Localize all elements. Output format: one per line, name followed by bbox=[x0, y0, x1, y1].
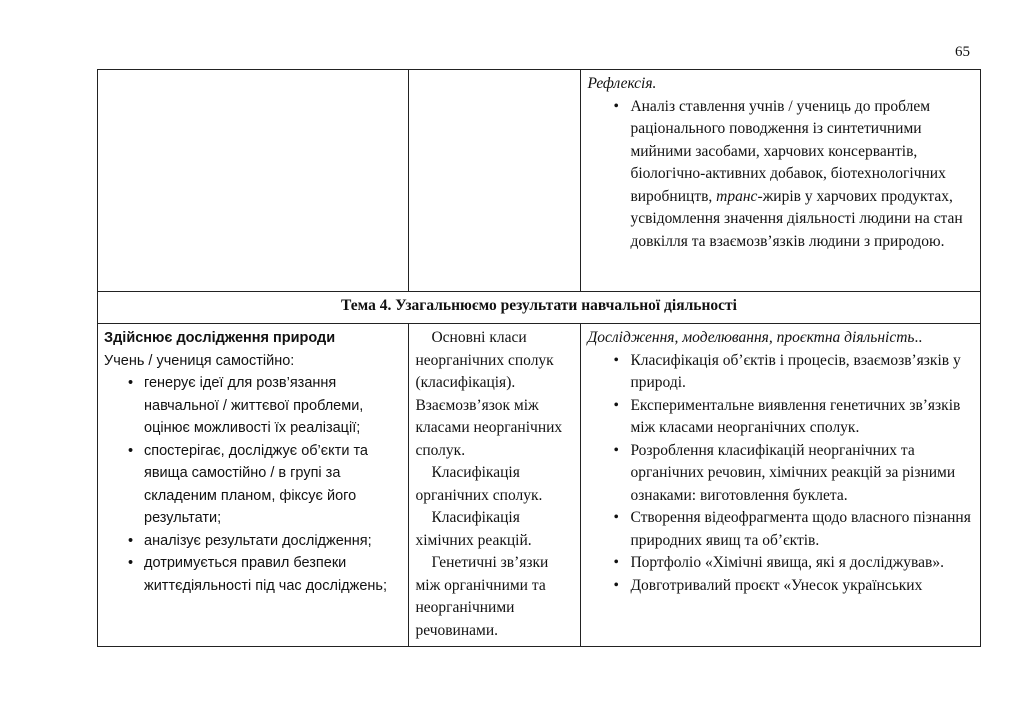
table-row-section-header bbox=[98, 292, 981, 324]
list-item: • аналізує результати дослідження; bbox=[104, 530, 402, 553]
list-item: • Класифікація об’єктів і процесів, взаємозв’язків у природі. bbox=[587, 350, 974, 395]
section-header: Тема 4. Узагальнюємо результати навчальної діяльності bbox=[98, 292, 981, 324]
cell-empty-1 bbox=[98, 70, 409, 292]
list-item: • дотримується правил безпеки життєдіяльності під час досліджень; bbox=[104, 552, 402, 597]
table-row-reflection bbox=[98, 70, 981, 292]
reflection-heading: Рефлексія. bbox=[587, 75, 657, 92]
cell-outcomes bbox=[98, 324, 409, 647]
outcomes-heading: Здійснює дослідження природи bbox=[104, 330, 336, 346]
topic-item: Взаємозв’язок між класами неорганічних сполук. bbox=[415, 396, 563, 459]
outcomes-list bbox=[104, 372, 402, 597]
trans-suffix: -жирів bbox=[757, 187, 801, 205]
list-item: • спостерігає, досліджує об’єкти та явища самостійно / в групі за складеним планом, фіксує його результати; bbox=[104, 440, 402, 530]
page-number: 65 bbox=[955, 44, 970, 60]
list-item: • Портфоліо «Хімічні явища, які я досліджував». bbox=[587, 552, 974, 575]
list-item: • генерує ідеї для розв’язання навчальної / життєвої проблеми, оцінює можливості їх реалізації; bbox=[104, 372, 402, 440]
reflection-list bbox=[587, 96, 974, 254]
list-item: • Аналіз ставлення учнів / учениць до проблем раціонального поводження із синтетичними мийними засобами, харчових консервантів, біологічно-активних добавок, біотехнологічних виробництв, транс-жирів у харчових продуктах, усвідомлення значення діяльності людини на стан довкілля та взаємозв’язків людини з природою. bbox=[587, 96, 974, 254]
list-item: • Довготривалий проєкт «Унесок українських bbox=[587, 575, 974, 598]
activities-heading: Дослідження, моделювання, проєктна діяльність.. bbox=[587, 329, 923, 346]
topic-item: Основні класи неорганічних сполук (класифікація). bbox=[415, 329, 554, 391]
outcomes-subheading: Учень / учениця самостійно: bbox=[104, 352, 295, 369]
activities-list bbox=[587, 350, 974, 598]
cell-empty-2 bbox=[409, 70, 581, 292]
list-item: • Розроблення класифікацій неорганічних та органічних речовин, хімічних реакцій за різними ознаками: виготовлення буклета. bbox=[587, 440, 974, 508]
cell-content bbox=[409, 324, 581, 647]
list-item: • Експериментальне виявлення генетичних зв’язків між класами неорганічних сполук. bbox=[587, 395, 974, 440]
curriculum-table bbox=[97, 69, 981, 647]
trans-word: транс bbox=[716, 187, 758, 205]
topic-item: Генетичні зв’язки між органічними та неорганічними речовинами. bbox=[415, 554, 549, 639]
list-item: • Створення відеофрагмента щодо власного пізнання природних явищ та об’єктів. bbox=[587, 507, 974, 552]
table-row-topic-4 bbox=[98, 324, 981, 647]
topic-item: Класифікація хімічних реакцій. bbox=[415, 509, 532, 549]
cell-activities bbox=[581, 324, 981, 647]
topic-item: Класифікація органічних сполук. bbox=[415, 464, 543, 504]
cell-reflection bbox=[581, 70, 981, 292]
